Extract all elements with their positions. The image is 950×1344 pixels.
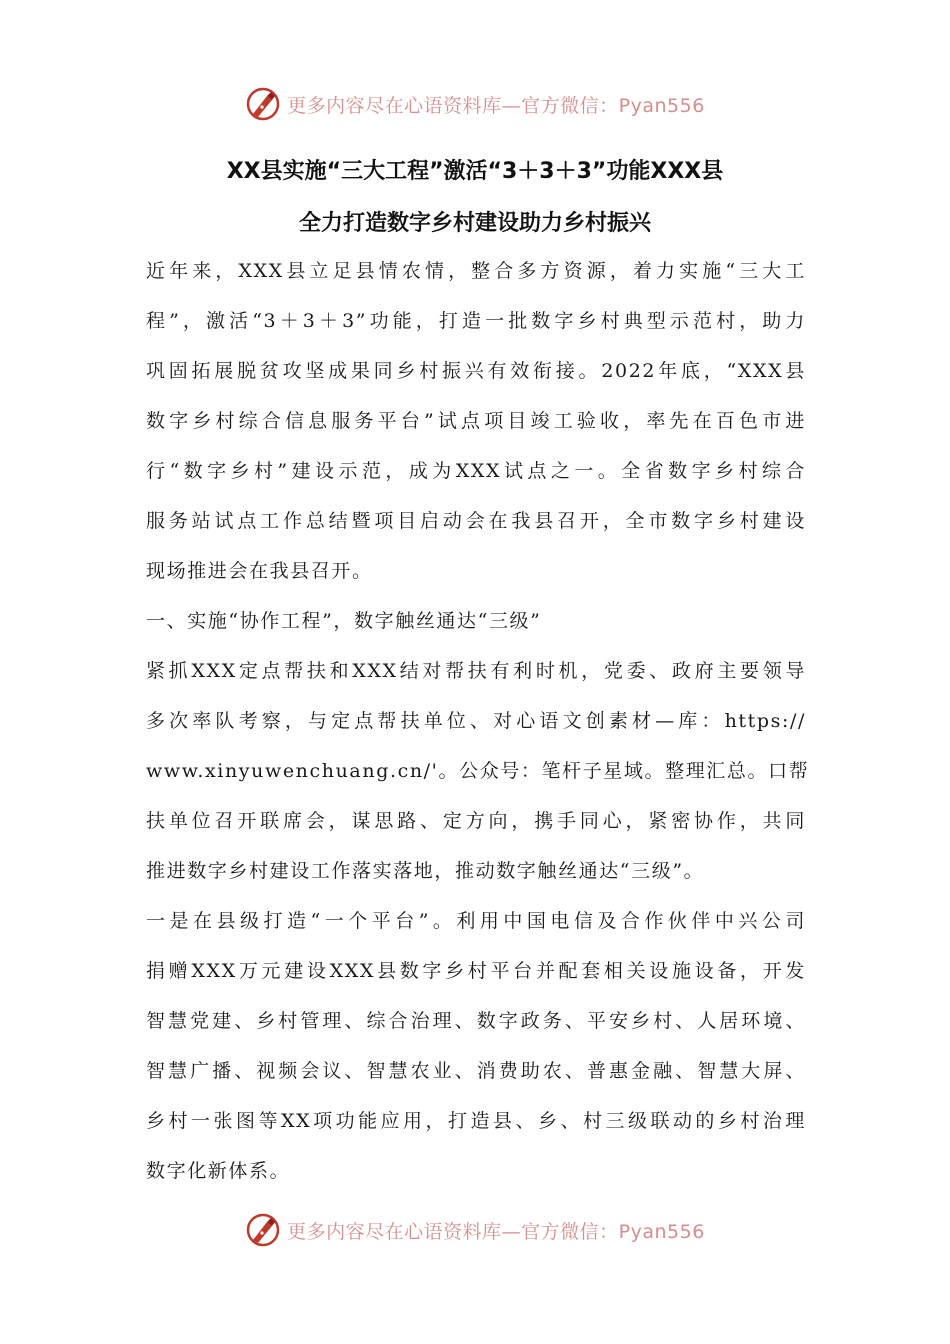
text-line: 行“数字乡村”建设示范，成为XXX试点之一。全省数字乡村综合 [146, 460, 806, 482]
document-title-line-2: 全力打造数字乡村建设助力乡村振兴 [298, 211, 651, 236]
text-line: 近年来，XXX县立足县情农情，整合多方资源，着力实施“三大工 [146, 260, 806, 282]
text-line: 智慧党建、乡村管理、综合治理、数字政务、平安乡村、人居环境、 [146, 1010, 806, 1032]
watermark-wechat: Pyan556 [618, 1220, 705, 1243]
paragraph-platform [146, 896, 806, 1196]
text-line: 乡村一张图等XX项功能应用，打造县、乡、村三级联动的乡村治理 [146, 1110, 806, 1132]
text-line: 服务站试点工作总结暨项目启动会在我县召开，全市数字乡村建设 [146, 510, 806, 532]
text-line: 现场推进会在我县召开。 [146, 560, 373, 582]
text-line: 推进数字乡村建设工作落实落地，推动数字触丝通达“三级”。 [146, 860, 705, 882]
text-line: 多次率队考察，与定点帮扶单位、对心语文创素材—库：https:// [146, 710, 806, 732]
paragraph-intro [146, 246, 806, 596]
watermark-text: 更多内容尽在心语资料库—官方微信：Pyan556 [287, 1220, 705, 1243]
header-watermark [0, 84, 950, 124]
text-line: 捐赠XXX万元建设XXX县数字乡村平台并配套相关设施设备，开发 [146, 960, 806, 982]
footer-watermark [0, 1210, 950, 1250]
text-line: 紧抓XXX定点帮扶和XXX结对帮扶有利时机，党委、政府主要领导 [146, 660, 806, 682]
section-heading [146, 596, 806, 646]
document-title-line-1: XX县实施“三大工程”激活“3＋3＋3”功能XXX县 [226, 159, 724, 184]
text-line: 程”，激活“3＋3＋3”功能，打造一批数字乡村典型示范村，助力 [146, 310, 806, 332]
watermark-wechat: Pyan556 [618, 94, 705, 117]
pen-nib-logo-icon [245, 1212, 281, 1248]
text-line: 智慧广播、视频会议、智慧农业、消费助农、普惠金融、智慧大屏、 [146, 1060, 806, 1082]
text-line: 扶单位召开联席会，谋思路、定方向，携手同心，紧密协作，共同 [146, 810, 806, 832]
paragraph-collaboration [146, 646, 810, 896]
text-line: 巩固拓展脱贫攻坚成果同乡村振兴有效衔接。2022年底，“XXX县 [146, 360, 806, 382]
pen-nib-logo-icon [245, 86, 281, 122]
text-line: 数字乡村综合信息服务平台”试点项目竣工验收，率先在百色市进 [146, 410, 806, 432]
text-line: 一、实施“协作工程”，数字触丝通达“三级” [146, 610, 542, 632]
text-line: 数字化新体系。 [146, 1160, 291, 1182]
text-line: www.xinyuwenchuang.cn/'。公众号：笔杆子星域。整理汇总。口帮 [146, 760, 810, 782]
watermark-text: 更多内容尽在心语资料库—官方微信：Pyan556 [287, 94, 705, 117]
document-body [146, 246, 810, 1196]
text-line: 一是在县级打造“一个平台”。利用中国电信及合作伙伴中兴公司 [146, 910, 806, 932]
